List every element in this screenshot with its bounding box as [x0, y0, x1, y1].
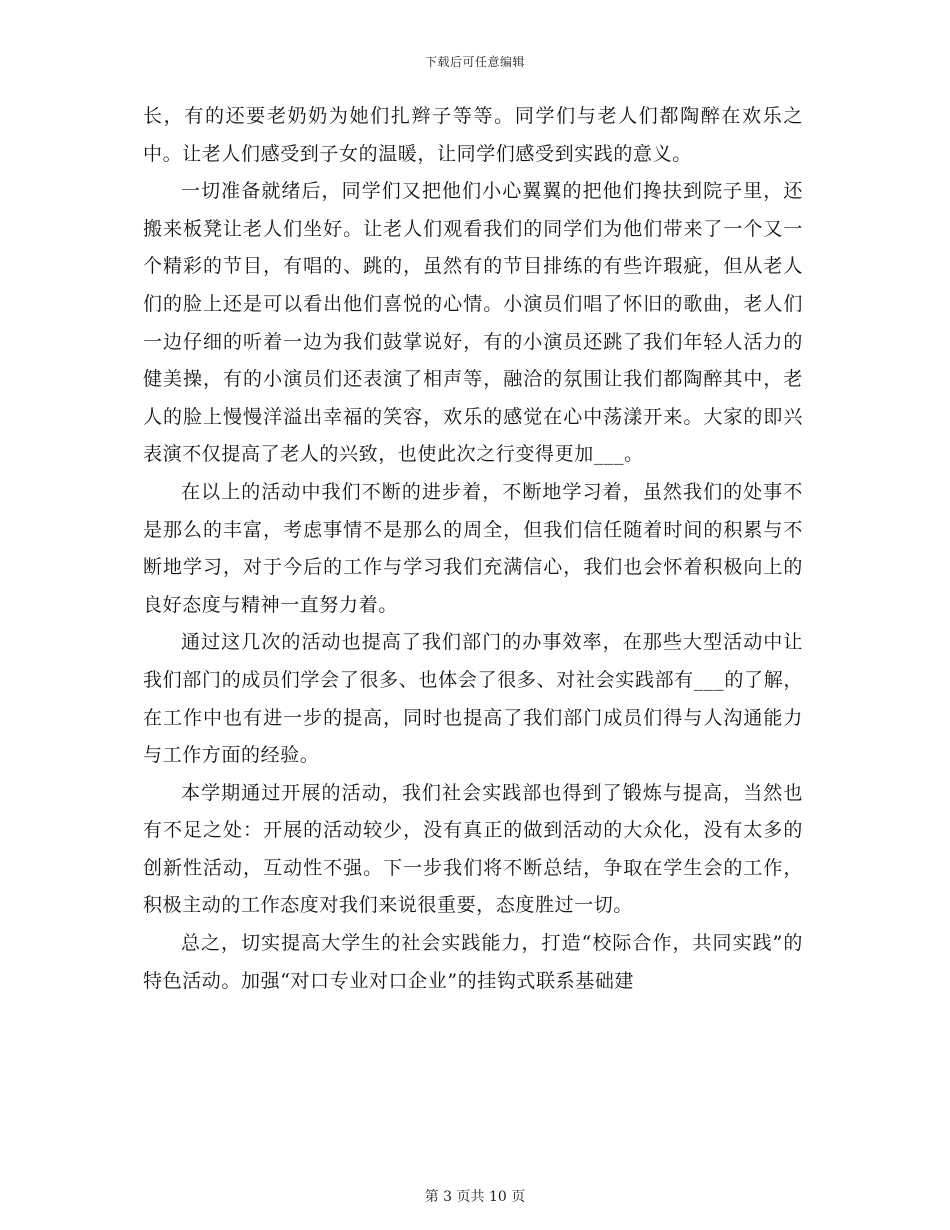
paragraph-performance: 一切准备就绪后，同学们又把他们小心翼翼的把他们搀扶到院子里，还搬来板凳让老人们坐好。让老人们观看我们的同学们为他们带来了一个又一个精彩的节目，有唱的、跳的，虽然有的节目排练的有些许瑕疵，但从老人们的脸上还是可以看出他们喜悦的心情。小演员们唱了怀旧的歌曲，老人们一边仔细的听着一边为我们鼓掌说好，有的小演员还跳了我们年轻人活力的健美操，有的小演员们还表演了相声等，融洽的氛围让我们都陶醉其中，老人的脸上慢慢洋溢出幸福的笑容，欢乐的感觉在心中荡漾开来。大家的即兴表演不仅提高了老人的兴致，也使此次之行变得更加___。	[143, 180, 803, 466]
paragraph-efficiency: 通过这几次的活动也提高了我们部门的办事效率，在那些大型活动中让我们部门的成员们学会了很多、也体会了很多、对社会实践部有___的了解，在工作中也有进一步的提高，同时也提高了我们部门成员们得与人沟通能力与工作方面的经验。	[143, 631, 803, 767]
page-number: 第 3 页共 10 页	[424, 1189, 526, 1205]
paragraph-learning: 在以上的活动中我们不断的进步着，不断地学习着，虽然我们的处事不是那么的丰富，考虑事情不是那么的周全，但我们信任随着时间的积累与不断地学习，对于今后的工作与学习我们充满信心，我们也会怀着积极向上的良好态度与精神一直努力着。	[143, 480, 803, 616]
page-header: 下载后可任意编辑	[424, 55, 525, 69]
paragraph-semester-review: 本学期通过开展的活动，我们社会实践部也得到了锻炼与提高，当然也有不足之处：开展的活动较少，没有真正的做到活动的大众化，没有太多的创新性活动，互动性不强。下一步我们将不断总结，争取在学生会的工作，积极主动的工作态度对我们来说很重要，态度胜过一切。	[143, 781, 803, 917]
document-body	[143, 98, 803, 1000]
paragraph-conclusion: 总之，切实提高大学生的社会实践能力，打造“校际合作，共同实践”的特色活动。加强“对口专业对口企业”的挂钩式联系基础建	[143, 932, 803, 992]
paragraph-continuation: 长，有的还要老奶奶为她们扎辫子等等。同学们与老人们都陶醉在欢乐之中。让老人们感受到子女的温暖，让同学们感受到实践的意义。	[143, 105, 803, 165]
